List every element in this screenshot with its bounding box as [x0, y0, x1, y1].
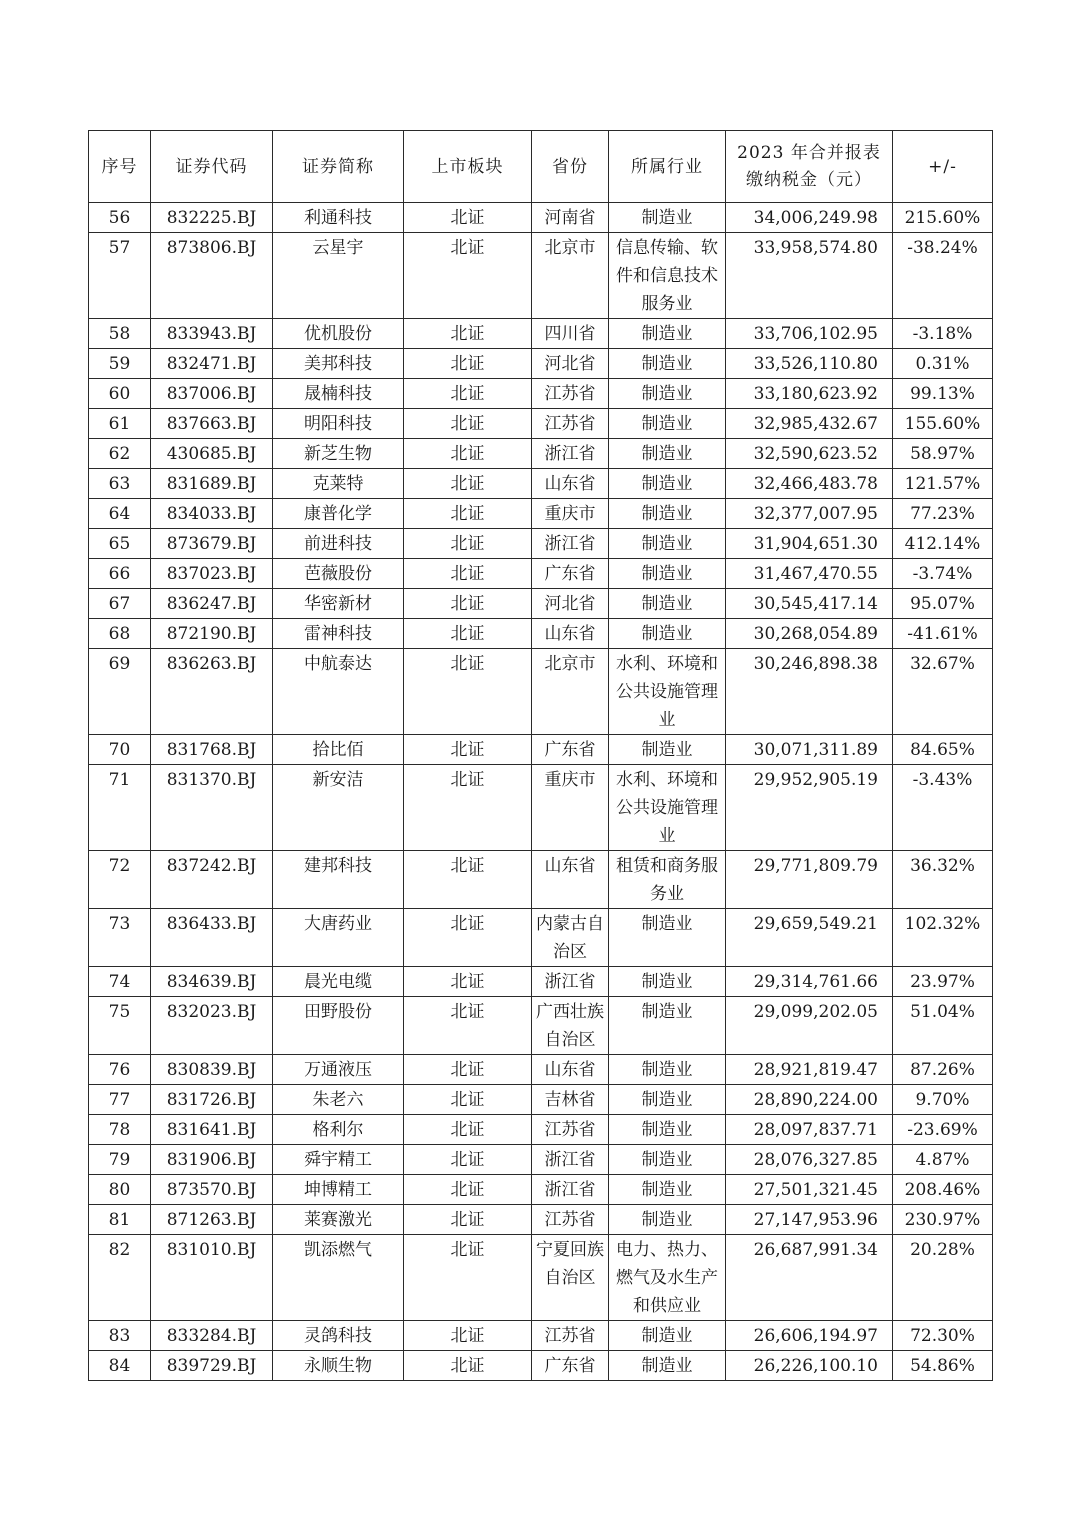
cell-index: 76 — [89, 1055, 151, 1085]
cell-change: 155.60% — [893, 409, 993, 439]
cell-stock-code: 430685.BJ — [151, 439, 273, 469]
cell-board: 北证 — [404, 319, 532, 349]
table-row — [89, 529, 993, 559]
cell-change: 20.28% — [893, 1235, 993, 1321]
cell-province: 江苏省 — [532, 409, 609, 439]
cell-index: 62 — [89, 439, 151, 469]
cell-stock-name: 朱老六 — [273, 1085, 404, 1115]
table-row — [89, 559, 993, 589]
cell-stock-name: 凯添燃气 — [273, 1235, 404, 1321]
cell-board: 北证 — [404, 619, 532, 649]
cell-industry: 制造业 — [609, 735, 726, 765]
cell-change: 54.86% — [893, 1351, 993, 1381]
cell-stock-name: 美邦科技 — [273, 349, 404, 379]
cell-stock-code: 832225.BJ — [151, 203, 273, 233]
cell-board: 北证 — [404, 1085, 532, 1115]
cell-change: 72.30% — [893, 1321, 993, 1351]
cell-board: 北证 — [404, 589, 532, 619]
table-row — [89, 439, 993, 469]
cell-board: 北证 — [404, 1321, 532, 1351]
cell-tax-paid: 31,467,470.55 — [726, 559, 893, 589]
table-header-row — [89, 131, 993, 203]
cell-index: 58 — [89, 319, 151, 349]
cell-tax-paid: 30,246,898.38 — [726, 649, 893, 735]
cell-board: 北证 — [404, 559, 532, 589]
table-row — [89, 409, 993, 439]
cell-stock-code: 871263.BJ — [151, 1205, 273, 1235]
table-row — [89, 319, 993, 349]
cell-industry: 制造业 — [609, 499, 726, 529]
cell-tax-paid: 29,771,809.79 — [726, 851, 893, 909]
cell-stock-name: 格利尔 — [273, 1115, 404, 1145]
cell-stock-name: 大唐药业 — [273, 909, 404, 967]
cell-province: 北京市 — [532, 233, 609, 319]
cell-change: 36.32% — [893, 851, 993, 909]
cell-tax-paid: 33,706,102.95 — [726, 319, 893, 349]
cell-tax-paid: 29,314,761.66 — [726, 967, 893, 997]
cell-tax-paid: 32,466,483.78 — [726, 469, 893, 499]
header-index: 序号 — [89, 131, 151, 203]
cell-industry: 制造业 — [609, 409, 726, 439]
cell-industry: 制造业 — [609, 203, 726, 233]
cell-change: 84.65% — [893, 735, 993, 765]
cell-province: 广西壮族自治区 — [532, 997, 609, 1055]
cell-stock-code: 837242.BJ — [151, 851, 273, 909]
cell-change: 51.04% — [893, 997, 993, 1055]
cell-industry: 制造业 — [609, 1145, 726, 1175]
cell-index: 79 — [89, 1145, 151, 1175]
cell-industry: 制造业 — [609, 1175, 726, 1205]
table-row — [89, 851, 993, 909]
cell-province: 山东省 — [532, 619, 609, 649]
cell-industry: 租赁和商务服务业 — [609, 851, 726, 909]
cell-index: 75 — [89, 997, 151, 1055]
header-tax-paid: 2023 年合并报表缴纳税金（元） — [726, 131, 893, 203]
cell-stock-code: 873570.BJ — [151, 1175, 273, 1205]
cell-change: 77.23% — [893, 499, 993, 529]
cell-tax-paid: 31,904,651.30 — [726, 529, 893, 559]
table-row — [89, 1351, 993, 1381]
cell-board: 北证 — [404, 1115, 532, 1145]
cell-industry: 制造业 — [609, 319, 726, 349]
cell-province: 山东省 — [532, 469, 609, 499]
cell-industry: 制造业 — [609, 1055, 726, 1085]
cell-change: -3.18% — [893, 319, 993, 349]
cell-stock-name: 新芝生物 — [273, 439, 404, 469]
cell-province: 山东省 — [532, 1055, 609, 1085]
cell-province: 内蒙古自治区 — [532, 909, 609, 967]
cell-tax-paid: 26,226,100.10 — [726, 1351, 893, 1381]
cell-stock-name: 明阳科技 — [273, 409, 404, 439]
cell-tax-paid: 28,076,327.85 — [726, 1145, 893, 1175]
cell-index: 70 — [89, 735, 151, 765]
cell-index: 69 — [89, 649, 151, 735]
cell-stock-name: 优机股份 — [273, 319, 404, 349]
cell-province: 浙江省 — [532, 1145, 609, 1175]
cell-tax-paid: 29,952,905.19 — [726, 765, 893, 851]
table-row — [89, 619, 993, 649]
cell-index: 64 — [89, 499, 151, 529]
cell-stock-name: 坤博精工 — [273, 1175, 404, 1205]
cell-index: 73 — [89, 909, 151, 967]
cell-change: -41.61% — [893, 619, 993, 649]
cell-tax-paid: 26,687,991.34 — [726, 1235, 893, 1321]
table-row — [89, 499, 993, 529]
cell-industry: 制造业 — [609, 469, 726, 499]
cell-province: 河北省 — [532, 589, 609, 619]
header-stock-code: 证券代码 — [151, 131, 273, 203]
cell-index: 81 — [89, 1205, 151, 1235]
table-row — [89, 1321, 993, 1351]
cell-industry: 制造业 — [609, 379, 726, 409]
table-row — [89, 909, 993, 967]
cell-industry: 制造业 — [609, 1085, 726, 1115]
table-row — [89, 589, 993, 619]
cell-board: 北证 — [404, 1145, 532, 1175]
table-row — [89, 1205, 993, 1235]
cell-stock-name: 建邦科技 — [273, 851, 404, 909]
cell-stock-code: 873806.BJ — [151, 233, 273, 319]
cell-board: 北证 — [404, 1175, 532, 1205]
header-board: 上市板块 — [404, 131, 532, 203]
tax-ranking-table — [88, 130, 993, 1381]
table-row — [89, 967, 993, 997]
cell-change: 9.70% — [893, 1085, 993, 1115]
cell-index: 77 — [89, 1085, 151, 1115]
table-row — [89, 1085, 993, 1115]
cell-province: 江苏省 — [532, 379, 609, 409]
cell-change: 4.87% — [893, 1145, 993, 1175]
cell-stock-code: 834639.BJ — [151, 967, 273, 997]
cell-change: -38.24% — [893, 233, 993, 319]
cell-stock-name: 晨光电缆 — [273, 967, 404, 997]
cell-tax-paid: 28,890,224.00 — [726, 1085, 893, 1115]
cell-stock-code: 836263.BJ — [151, 649, 273, 735]
cell-stock-code: 836433.BJ — [151, 909, 273, 967]
cell-tax-paid: 32,985,432.67 — [726, 409, 893, 439]
cell-tax-paid: 30,071,311.89 — [726, 735, 893, 765]
cell-stock-name: 灵鸽科技 — [273, 1321, 404, 1351]
cell-index: 66 — [89, 559, 151, 589]
cell-board: 北证 — [404, 439, 532, 469]
table-row — [89, 765, 993, 851]
cell-stock-code: 830839.BJ — [151, 1055, 273, 1085]
cell-industry: 制造业 — [609, 1205, 726, 1235]
table-row — [89, 379, 993, 409]
cell-province: 江苏省 — [532, 1115, 609, 1145]
cell-stock-code: 831906.BJ — [151, 1145, 273, 1175]
cell-change: 87.26% — [893, 1055, 993, 1085]
cell-province: 四川省 — [532, 319, 609, 349]
cell-index: 80 — [89, 1175, 151, 1205]
cell-change: -3.74% — [893, 559, 993, 589]
cell-board: 北证 — [404, 529, 532, 559]
cell-province: 重庆市 — [532, 499, 609, 529]
table-row — [89, 1235, 993, 1321]
cell-change: 412.14% — [893, 529, 993, 559]
cell-industry: 制造业 — [609, 439, 726, 469]
cell-index: 63 — [89, 469, 151, 499]
cell-index: 78 — [89, 1115, 151, 1145]
cell-change: -23.69% — [893, 1115, 993, 1145]
cell-tax-paid: 26,606,194.97 — [726, 1321, 893, 1351]
cell-board: 北证 — [404, 469, 532, 499]
table-row — [89, 1055, 993, 1085]
cell-stock-name: 拾比佰 — [273, 735, 404, 765]
cell-stock-code: 836247.BJ — [151, 589, 273, 619]
cell-province: 河南省 — [532, 203, 609, 233]
cell-board: 北证 — [404, 735, 532, 765]
cell-board: 北证 — [404, 851, 532, 909]
cell-change: 102.32% — [893, 909, 993, 967]
table-row — [89, 649, 993, 735]
cell-index: 60 — [89, 379, 151, 409]
cell-change: 121.57% — [893, 469, 993, 499]
cell-stock-name: 利通科技 — [273, 203, 404, 233]
cell-stock-code: 831768.BJ — [151, 735, 273, 765]
cell-board: 北证 — [404, 1235, 532, 1321]
cell-province: 山东省 — [532, 851, 609, 909]
cell-industry: 制造业 — [609, 909, 726, 967]
cell-province: 浙江省 — [532, 439, 609, 469]
cell-change: 23.97% — [893, 967, 993, 997]
cell-board: 北证 — [404, 1205, 532, 1235]
cell-index: 74 — [89, 967, 151, 997]
cell-stock-name: 田野股份 — [273, 997, 404, 1055]
cell-index: 59 — [89, 349, 151, 379]
cell-index: 83 — [89, 1321, 151, 1351]
cell-province: 广东省 — [532, 1351, 609, 1381]
cell-industry: 制造业 — [609, 967, 726, 997]
cell-board: 北证 — [404, 379, 532, 409]
cell-stock-code: 833284.BJ — [151, 1321, 273, 1351]
cell-board: 北证 — [404, 1055, 532, 1085]
cell-stock-name: 莱赛激光 — [273, 1205, 404, 1235]
cell-stock-code: 831726.BJ — [151, 1085, 273, 1115]
cell-tax-paid: 30,545,417.14 — [726, 589, 893, 619]
cell-stock-name: 华密新材 — [273, 589, 404, 619]
cell-board: 北证 — [404, 765, 532, 851]
cell-stock-name: 芭薇股份 — [273, 559, 404, 589]
cell-stock-name: 中航泰达 — [273, 649, 404, 735]
cell-tax-paid: 32,377,007.95 — [726, 499, 893, 529]
cell-index: 82 — [89, 1235, 151, 1321]
cell-tax-paid: 27,501,321.45 — [726, 1175, 893, 1205]
cell-stock-name: 万通液压 — [273, 1055, 404, 1085]
cell-industry: 信息传输、软件和信息技术服务业 — [609, 233, 726, 319]
cell-board: 北证 — [404, 203, 532, 233]
table-row — [89, 349, 993, 379]
table-row — [89, 997, 993, 1055]
cell-index: 67 — [89, 589, 151, 619]
cell-change: 208.46% — [893, 1175, 993, 1205]
cell-board: 北证 — [404, 967, 532, 997]
cell-change: 0.31% — [893, 349, 993, 379]
cell-province: 江苏省 — [532, 1321, 609, 1351]
cell-index: 84 — [89, 1351, 151, 1381]
cell-tax-paid: 28,097,837.71 — [726, 1115, 893, 1145]
cell-stock-code: 839729.BJ — [151, 1351, 273, 1381]
cell-stock-code: 832023.BJ — [151, 997, 273, 1055]
cell-index: 61 — [89, 409, 151, 439]
table-row — [89, 203, 993, 233]
cell-province: 江苏省 — [532, 1205, 609, 1235]
cell-stock-name: 雷神科技 — [273, 619, 404, 649]
cell-stock-code: 837663.BJ — [151, 409, 273, 439]
cell-change: 230.97% — [893, 1205, 993, 1235]
cell-industry: 电力、热力、燃气及水生产和供应业 — [609, 1235, 726, 1321]
cell-tax-paid: 30,268,054.89 — [726, 619, 893, 649]
cell-tax-paid: 33,526,110.80 — [726, 349, 893, 379]
cell-stock-name: 晟楠科技 — [273, 379, 404, 409]
cell-province: 浙江省 — [532, 529, 609, 559]
cell-stock-name: 永顺生物 — [273, 1351, 404, 1381]
cell-board: 北证 — [404, 997, 532, 1055]
cell-tax-paid: 28,921,819.47 — [726, 1055, 893, 1085]
cell-province: 北京市 — [532, 649, 609, 735]
cell-change: 32.67% — [893, 649, 993, 735]
cell-stock-code: 831641.BJ — [151, 1115, 273, 1145]
cell-tax-paid: 33,180,623.92 — [726, 379, 893, 409]
cell-province: 浙江省 — [532, 1175, 609, 1205]
cell-board: 北证 — [404, 909, 532, 967]
cell-stock-name: 舜宇精工 — [273, 1145, 404, 1175]
cell-industry: 制造业 — [609, 619, 726, 649]
cell-tax-paid: 34,006,249.98 — [726, 203, 893, 233]
cell-industry: 制造业 — [609, 1351, 726, 1381]
header-province: 省份 — [532, 131, 609, 203]
cell-stock-code: 837023.BJ — [151, 559, 273, 589]
cell-index: 72 — [89, 851, 151, 909]
cell-province: 河北省 — [532, 349, 609, 379]
header-change: +/- — [893, 131, 993, 203]
cell-tax-paid: 29,659,549.21 — [726, 909, 893, 967]
table-row — [89, 1115, 993, 1145]
table-row — [89, 233, 993, 319]
cell-change: 58.97% — [893, 439, 993, 469]
cell-industry: 制造业 — [609, 997, 726, 1055]
cell-industry: 制造业 — [609, 529, 726, 559]
cell-province: 广东省 — [532, 559, 609, 589]
cell-stock-code: 833943.BJ — [151, 319, 273, 349]
cell-stock-code: 831689.BJ — [151, 469, 273, 499]
cell-board: 北证 — [404, 409, 532, 439]
cell-stock-code: 837006.BJ — [151, 379, 273, 409]
cell-stock-name: 前进科技 — [273, 529, 404, 559]
cell-industry: 制造业 — [609, 589, 726, 619]
cell-change: -3.43% — [893, 765, 993, 851]
cell-stock-code: 832471.BJ — [151, 349, 273, 379]
cell-province: 重庆市 — [532, 765, 609, 851]
cell-stock-code: 873679.BJ — [151, 529, 273, 559]
cell-index: 56 — [89, 203, 151, 233]
table-body — [89, 203, 993, 1381]
cell-board: 北证 — [404, 1351, 532, 1381]
header-industry: 所属行业 — [609, 131, 726, 203]
cell-industry: 制造业 — [609, 1115, 726, 1145]
cell-province: 广东省 — [532, 735, 609, 765]
cell-stock-name: 康普化学 — [273, 499, 404, 529]
cell-stock-name: 新安洁 — [273, 765, 404, 851]
cell-board: 北证 — [404, 233, 532, 319]
cell-industry: 制造业 — [609, 1321, 726, 1351]
table-row — [89, 735, 993, 765]
cell-change: 99.13% — [893, 379, 993, 409]
cell-industry: 制造业 — [609, 559, 726, 589]
table-row — [89, 469, 993, 499]
cell-index: 71 — [89, 765, 151, 851]
table-row — [89, 1145, 993, 1175]
cell-tax-paid: 29,099,202.05 — [726, 997, 893, 1055]
cell-province: 浙江省 — [532, 967, 609, 997]
cell-change: 215.60% — [893, 203, 993, 233]
cell-province: 吉林省 — [532, 1085, 609, 1115]
cell-change: 95.07% — [893, 589, 993, 619]
cell-board: 北证 — [404, 349, 532, 379]
cell-stock-name: 克莱特 — [273, 469, 404, 499]
cell-stock-code: 831370.BJ — [151, 765, 273, 851]
cell-stock-code: 872190.BJ — [151, 619, 273, 649]
cell-board: 北证 — [404, 499, 532, 529]
cell-industry: 水利、环境和公共设施管理业 — [609, 649, 726, 735]
cell-index: 65 — [89, 529, 151, 559]
cell-board: 北证 — [404, 649, 532, 735]
header-stock-name: 证券简称 — [273, 131, 404, 203]
cell-tax-paid: 27,147,953.96 — [726, 1205, 893, 1235]
cell-stock-name: 云星宇 — [273, 233, 404, 319]
cell-industry: 制造业 — [609, 349, 726, 379]
cell-tax-paid: 33,958,574.80 — [726, 233, 893, 319]
cell-tax-paid: 32,590,623.52 — [726, 439, 893, 469]
cell-stock-code: 831010.BJ — [151, 1235, 273, 1321]
cell-province: 宁夏回族自治区 — [532, 1235, 609, 1321]
cell-industry: 水利、环境和公共设施管理业 — [609, 765, 726, 851]
cell-index: 57 — [89, 233, 151, 319]
cell-stock-code: 834033.BJ — [151, 499, 273, 529]
cell-index: 68 — [89, 619, 151, 649]
table-row — [89, 1175, 993, 1205]
